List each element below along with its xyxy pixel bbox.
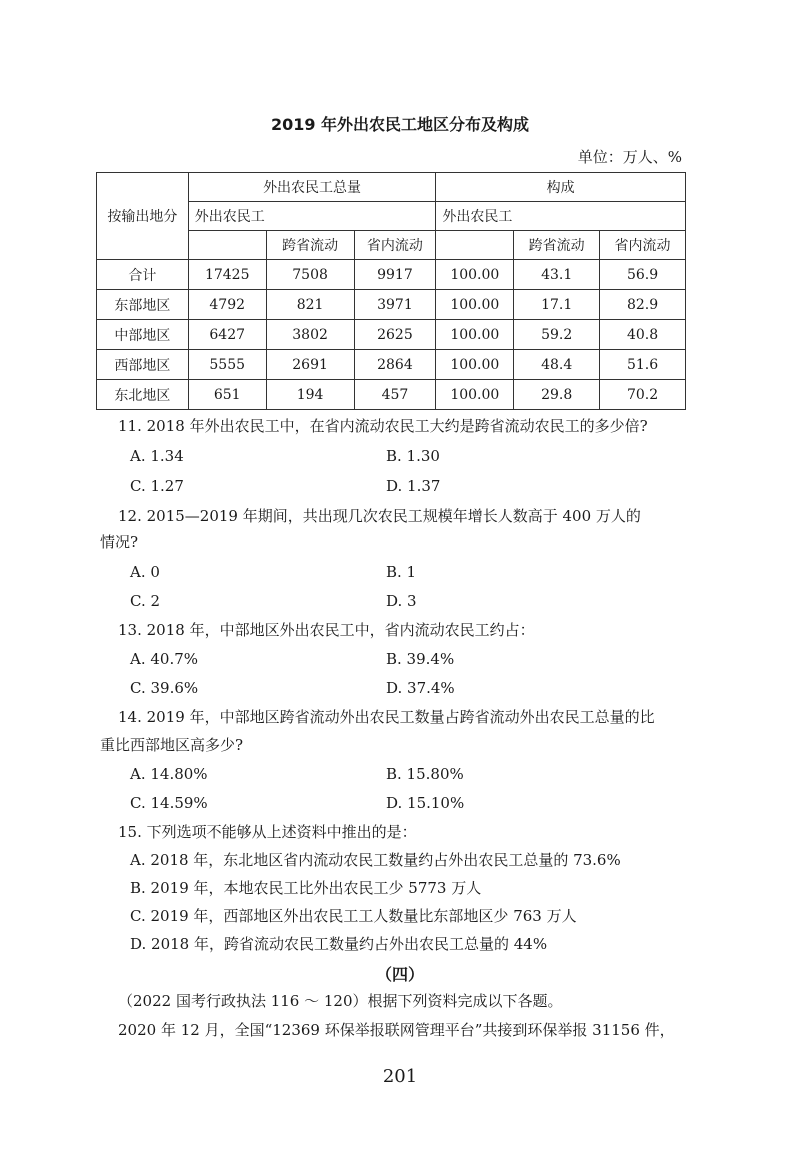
row-label: 东北地区 — [97, 380, 189, 410]
q11-option-a: A. 1.34 — [130, 447, 184, 465]
table-cell: 51.6 — [600, 350, 686, 380]
q12-option-c: C. 2 — [130, 592, 161, 610]
question-12-line1: 12. 2015—2019 年期间，共出现几次农民工规模年增长人数高于 400 万人的 — [118, 507, 641, 525]
intro-text: （2022 国考行政执法 116 ～ 120）根据下列资料完成以下各题。 — [118, 992, 563, 1010]
table-cell: 7508 — [266, 260, 354, 290]
header-cross-province-pct: 跨省流动 — [514, 231, 600, 260]
table-cell: 17.1 — [514, 290, 600, 320]
table-title: 2019 年外出农民工地区分布及构成 — [270, 115, 530, 134]
q15-option-d: D. 2018 年，跨省流动农民工数量约占外出农民工总量的 44% — [130, 935, 548, 953]
question-14-line2: 重比西部地区高多少? — [100, 736, 244, 754]
q14-option-a: A. 14.80% — [130, 765, 208, 783]
q14-option-d: D. 15.10% — [386, 794, 465, 812]
q13-option-d: D. 37.4% — [386, 679, 455, 697]
table-cell: 457 — [354, 380, 436, 410]
unit-label: 单位：万人、% — [577, 148, 682, 166]
header-migrant: 外出农民工 — [188, 202, 436, 231]
data-table — [96, 172, 686, 410]
table-cell: 59.2 — [514, 320, 600, 350]
table-cell: 100.00 — [436, 380, 514, 410]
header-cross-province: 跨省流动 — [266, 231, 354, 260]
q13-option-a: A. 40.7% — [130, 650, 199, 668]
table-cell: 9917 — [354, 260, 436, 290]
q12-option-a: A. 0 — [130, 563, 160, 581]
table-cell: 651 — [188, 380, 266, 410]
q14-option-b: B. 15.80% — [386, 765, 464, 783]
table-cell: 43.1 — [514, 260, 600, 290]
table-row — [97, 290, 686, 320]
table-cell: 100.00 — [436, 290, 514, 320]
header-within-province-pct: 省内流动 — [600, 231, 686, 260]
table-cell: 48.4 — [514, 350, 600, 380]
section-heading: （四） — [375, 965, 424, 984]
table-cell: 29.8 — [514, 380, 600, 410]
q12-option-d: D. 3 — [386, 592, 417, 610]
q14-option-c: C. 14.59% — [130, 794, 208, 812]
header-migrant-composition: 外出农民工 — [436, 202, 686, 231]
row-label: 合计 — [97, 260, 189, 290]
table-cell: 100.00 — [436, 350, 514, 380]
q12-option-b: B. 1 — [386, 563, 417, 581]
header-blank — [436, 231, 514, 260]
question-12-line2: 情况? — [100, 533, 139, 551]
paragraph-text: 2020 年 12 月，全国“12369 环保举报联网管理平台”共接到环保举报 31156 件， — [118, 1021, 675, 1039]
header-total-group: 外出农民工总量 — [188, 173, 436, 202]
table-cell: 3971 — [354, 290, 436, 320]
table-row — [97, 260, 686, 290]
question-15: 15. 下列选项不能够从上述资料中推出的是： — [118, 823, 417, 841]
header-within-province: 省内流动 — [354, 231, 436, 260]
table-cell: 5555 — [188, 350, 266, 380]
q13-option-c: C. 39.6% — [130, 679, 199, 697]
q11-option-c: C. 1.27 — [130, 477, 184, 495]
table-cell: 82.9 — [600, 290, 686, 320]
table-row — [97, 320, 686, 350]
table-cell: 56.9 — [600, 260, 686, 290]
q11-option-b: B. 1.30 — [386, 447, 440, 465]
table-cell: 2864 — [354, 350, 436, 380]
row-label: 东部地区 — [97, 290, 189, 320]
table-cell: 3802 — [266, 320, 354, 350]
table-cell: 100.00 — [436, 320, 514, 350]
table-cell: 2691 — [266, 350, 354, 380]
question-13: 13. 2018 年，中部地区外出农民工中，省内流动农民工约占： — [118, 621, 535, 639]
table-cell: 70.2 — [600, 380, 686, 410]
q15-option-a: A. 2018 年，东北地区省内流动农民工数量约占外出农民工总量的 73.6% — [130, 851, 621, 869]
q15-option-b: B. 2019 年，本地农民工比外出农民工少 5773 万人 — [130, 879, 482, 897]
table-cell: 4792 — [188, 290, 266, 320]
table-cell: 40.8 — [600, 320, 686, 350]
question-14-line1: 14. 2019 年，中部地区跨省流动外出农民工数量占跨省流动外出农民工总量的比 — [118, 708, 655, 726]
table-cell: 100.00 — [436, 260, 514, 290]
table-cell: 6427 — [188, 320, 266, 350]
header-blank — [188, 231, 266, 260]
row-label: 西部地区 — [97, 350, 189, 380]
table-cell: 2625 — [354, 320, 436, 350]
header-composition-group: 构成 — [436, 173, 686, 202]
table-cell: 17425 — [188, 260, 266, 290]
row-label: 中部地区 — [97, 320, 189, 350]
table-row — [97, 350, 686, 380]
table-row — [97, 380, 686, 410]
page-number: 201 — [382, 1066, 418, 1087]
q11-option-d: D. 1.37 — [386, 477, 441, 495]
table-cell: 194 — [266, 380, 354, 410]
question-11: 11. 2018 年外出农民工中，在省内流动农民工大约是跨省流动农民工的多少倍? — [118, 417, 648, 435]
q15-option-c: C. 2019 年，西部地区外出农民工工人数量比东部地区少 763 万人 — [130, 907, 577, 925]
header-region: 按输出地分 — [97, 173, 189, 260]
q13-option-b: B. 39.4% — [386, 650, 455, 668]
table-cell: 821 — [266, 290, 354, 320]
